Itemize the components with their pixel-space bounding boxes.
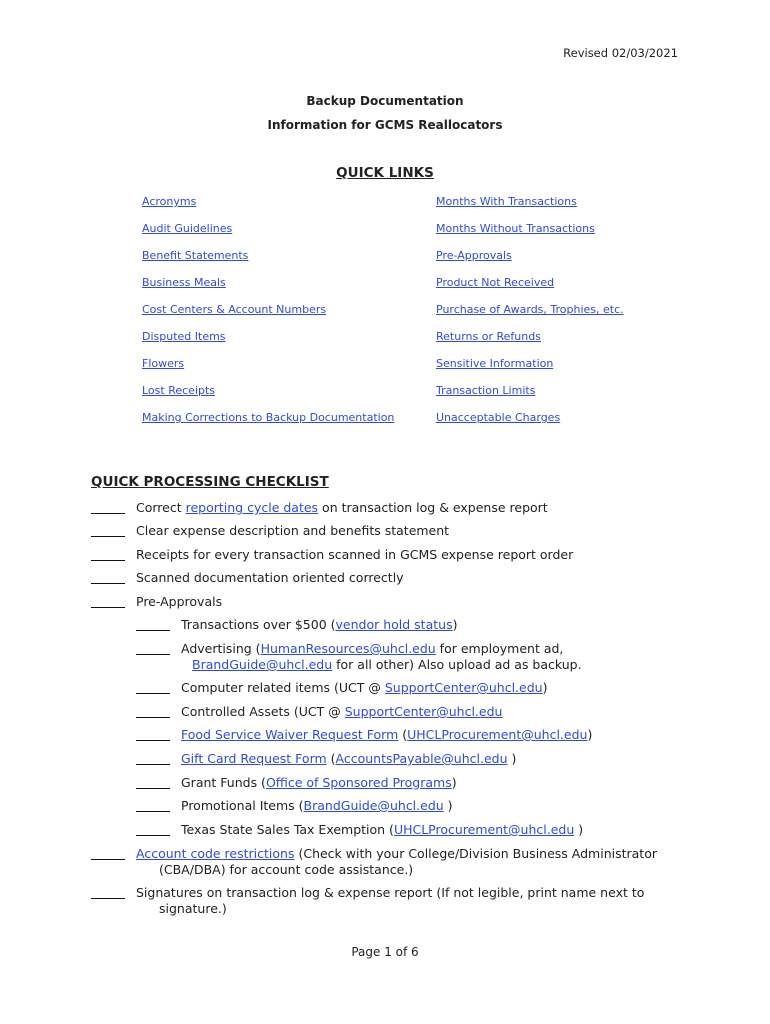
vendor-hold-status-link[interactable]: vendor hold status [335, 617, 453, 632]
link-making-corrections[interactable]: Making Corrections to Backup Documentation [142, 411, 395, 424]
checkbox-blank[interactable] [136, 835, 170, 836]
checklist-item-receipts: Receipts for every transaction scanned in GCMS expense report order [136, 547, 574, 562]
document-subtitle: Information for GCMS Reallocators [267, 118, 503, 132]
sponsored-programs-link[interactable]: Office of Sponsored Programs [265, 775, 452, 790]
checklist-item-pre-approvals: Pre-Approvals [136, 594, 223, 609]
checkbox-blank[interactable] [136, 811, 170, 812]
checkbox-blank[interactable] [91, 583, 125, 584]
checkbox-blank[interactable] [136, 654, 170, 655]
checklist-item-account-code: Account code restrictions (Check with your College/Division Business Administrator [136, 846, 657, 861]
checkbox-blank[interactable] [91, 607, 125, 608]
accounts-payable-email-link[interactable]: AccountsPayable@uhcl.edu [335, 751, 508, 766]
sub-item-grant-funds: Grant Funds (Office of Sponsored Programs) [181, 775, 457, 790]
checklist-item-cycle-dates: Correct reporting cycle dates on transaction log & expense report [136, 500, 548, 515]
support-center-email-link[interactable]: SupportCenter@uhcl.edu [384, 680, 543, 695]
sub-item-sales-tax: Texas State Sales Tax Exemption (UHCLProcurement@uhcl.edu ) [181, 822, 584, 837]
sub-item-food-service: Food Service Waiver Request Form (UHCLProcurement@uhcl.edu) [181, 727, 593, 742]
link-transaction-limits[interactable]: Transaction Limits [436, 384, 536, 397]
sub-item-advertising-continued: BrandGuide@uhcl.edu for all other) Also upload ad as backup. [192, 657, 582, 672]
checkbox-blank[interactable] [91, 898, 125, 899]
account-code-restrictions-link[interactable]: Account code restrictions [136, 846, 295, 861]
procurement-email-link[interactable]: UHCLProcurement@uhcl.edu [407, 727, 588, 742]
document-title: Backup Documentation [306, 94, 464, 108]
checkbox-blank[interactable] [91, 536, 125, 537]
checkbox-blank[interactable] [91, 513, 125, 514]
checkbox-blank[interactable] [136, 630, 170, 631]
sub-item-computer: Computer related items (UCT @ SupportCenter@uhcl.edu) [181, 680, 548, 695]
brand-guide-email-link[interactable]: BrandGuide@uhcl.edu [303, 798, 444, 813]
checkbox-blank[interactable] [136, 764, 170, 765]
link-months-with-transactions[interactable]: Months With Transactions [436, 195, 577, 208]
revised-date: Revised 02/03/2021 [563, 46, 678, 60]
brand-guide-email-link[interactable]: BrandGuide@uhcl.edu [192, 657, 333, 672]
checklist-item-account-code-continued: (CBA/DBA) for account code assistance.) [159, 862, 414, 877]
checkbox-blank[interactable] [136, 740, 170, 741]
sub-item-promotional: Promotional Items (BrandGuide@uhcl.edu ) [181, 798, 453, 813]
support-center-email-link[interactable]: SupportCenter@uhcl.edu [344, 704, 503, 719]
checklist-item-description: Clear expense description and benefits statement [136, 523, 450, 538]
human-resources-email-link[interactable]: HumanResources@uhcl.edu [260, 641, 436, 656]
checkbox-blank[interactable] [136, 717, 170, 718]
link-cost-centers[interactable]: Cost Centers & Account Numbers [142, 303, 327, 316]
sub-item-controlled-assets: Controlled Assets (UCT @ SupportCenter@uhcl.edu [181, 704, 503, 719]
link-disputed-items[interactable]: Disputed Items [142, 330, 226, 343]
quick-links-heading: QUICK LINKS [336, 165, 434, 181]
sub-item-advertising: Advertising (HumanResources@uhcl.edu for employment ad, [181, 641, 564, 656]
page-number: Page 1 of 6 [351, 945, 419, 959]
checklist-item-orientation: Scanned documentation oriented correctly [136, 570, 404, 585]
link-sensitive-information[interactable]: Sensitive Information [436, 357, 554, 370]
checkbox-blank[interactable] [136, 693, 170, 694]
sub-item-over-500: Transactions over $500 (vendor hold status) [181, 617, 458, 632]
procurement-email-link[interactable]: UHCLProcurement@uhcl.edu [393, 822, 575, 837]
checkbox-blank[interactable] [136, 788, 170, 789]
link-returns-or-refunds[interactable]: Returns or Refunds [436, 330, 541, 343]
link-acronyms[interactable]: Acronyms [142, 195, 197, 208]
link-months-without-transactions[interactable]: Months Without Transactions [436, 222, 595, 235]
gift-card-request-link[interactable]: Gift Card Request Form [181, 751, 327, 766]
link-pre-approvals[interactable]: Pre-Approvals [436, 249, 512, 262]
reporting-cycle-dates-link[interactable]: reporting cycle dates [185, 500, 319, 515]
checklist-heading: QUICK PROCESSING CHECKLIST [91, 474, 329, 490]
food-service-waiver-link[interactable]: Food Service Waiver Request Form [181, 727, 399, 742]
link-business-meals[interactable]: Business Meals [142, 276, 226, 289]
link-purchase-of-awards[interactable]: Purchase of Awards, Trophies, etc. [436, 303, 624, 316]
checkbox-blank[interactable] [91, 859, 125, 860]
checklist-item-signatures: Signatures on transaction log & expense report (If not legible, print name next to [136, 885, 645, 900]
link-lost-receipts[interactable]: Lost Receipts [142, 384, 216, 397]
link-unacceptable-charges[interactable]: Unacceptable Charges [436, 411, 561, 424]
checkbox-blank[interactable] [91, 560, 125, 561]
sub-item-gift-card: Gift Card Request Form (AccountsPayable@uhcl.edu ) [181, 751, 517, 766]
link-benefit-statements[interactable]: Benefit Statements [142, 249, 249, 262]
link-flowers[interactable]: Flowers [142, 357, 185, 370]
checklist-item-signatures-continued: signature.) [159, 901, 227, 916]
link-audit-guidelines[interactable]: Audit Guidelines [142, 222, 233, 235]
link-product-not-received[interactable]: Product Not Received [436, 276, 555, 289]
